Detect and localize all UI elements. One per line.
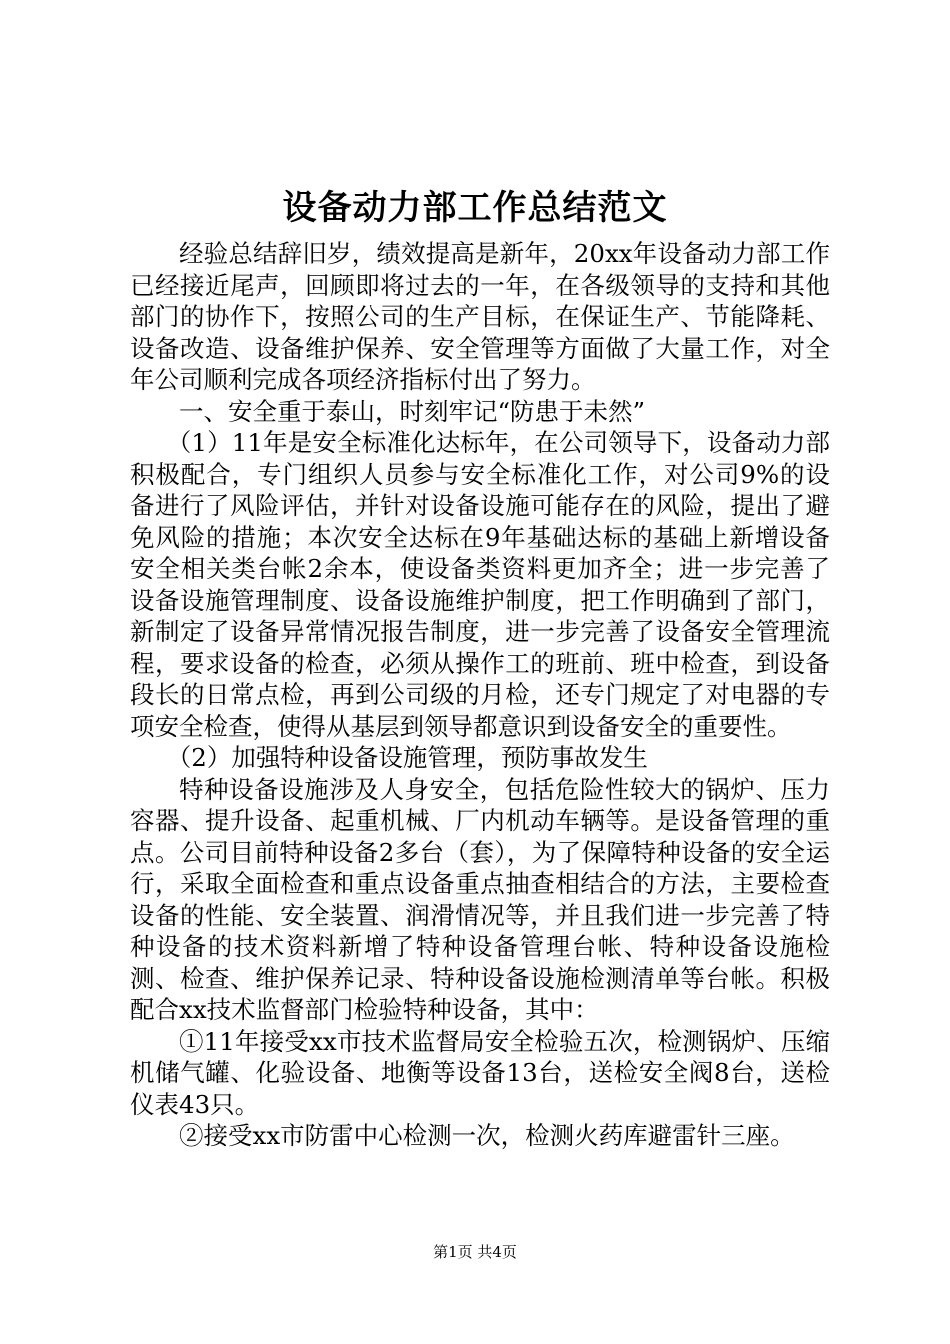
- list-item-inspection-2: ②接受xx市防雷中心检测一次，检测火药库避雷针三座。: [179, 1121, 795, 1150]
- document-title: 设备动力部工作总结范文: [282, 188, 668, 228]
- section-heading-safety: 一、安全重于泰山，时刻牢记“防患于未然”: [179, 396, 646, 426]
- paragraph-safety-standard: （1）11年是安全标准化达标年，在公司领导下，设备动力部积极配合，专门组织人员参与安全标准化工作，对公司9%的设备进行了风险评估，并针对设备设施可能存在的风险，提出了避免风险的措施；本次安全达标在9年基础达标的基础上新增设备安全相关类台帐2余本，使设备类资料更加齐全；进一步完善了设备设施管理制度、设备设施维护制度，把工作明确到了部门，新制定了设备异常情况报告制度，进一步完善了设备安全管理流程，要求设备的检查，必须从操作工的班前、班中检查，到设备段长的日常点检，再到公司级的月检，还专门规定了对电器的专项安全检查，使得从基层到领导都意识到设备安全的重要性。: [130, 428, 830, 741]
- list-item-inspection-1: ①11年接受xx市技术监督局安全检验五次，检测锅炉、压缩机储气罐、化验设备、地衡等设备13台，送检安全阀8台，送检仪表43只。: [130, 1026, 830, 1119]
- paragraph-special-equipment: 特种设备设施涉及人身安全，包括危险性较大的锅炉、压力容器、提升设备、起重机械、厂内机动车辆等。是设备管理的重点。公司目前特种设备2多台（套），为了保障特种设备的安全运行，采取全面检查和重点设备重点抽查相结合的方法，主要检查设备的性能、安全装置、润滑情况等，并且我们进一步完善了特种设备的技术资料新增了特种设备管理台帐、特种设备设施检测、检查、维护保养记录、特种设备设施检测清单等台帐。积极配合xx技术监督部门检验特种设备，其中：: [130, 774, 830, 1024]
- document-body: [130, 238, 830, 1152]
- subheading-special-equipment: （2）加强特种设备设施管理，预防事故发生: [166, 743, 648, 772]
- intro-paragraph: 经验总结辞旧岁，绩效提高是新年，20xx年设备动力部工作已经接近尾声，回顾即将过去的一年，在各级领导的支持和其他部门的协作下，按照公司的生产目标，在保证生产、节能降耗、设备改造、设备维护保养、安全管理等方面做了大量工作，对全年公司顺利完成各项经济指标付出了努力。: [130, 239, 830, 394]
- page-footer: 第1页 共4页: [433, 1243, 517, 1261]
